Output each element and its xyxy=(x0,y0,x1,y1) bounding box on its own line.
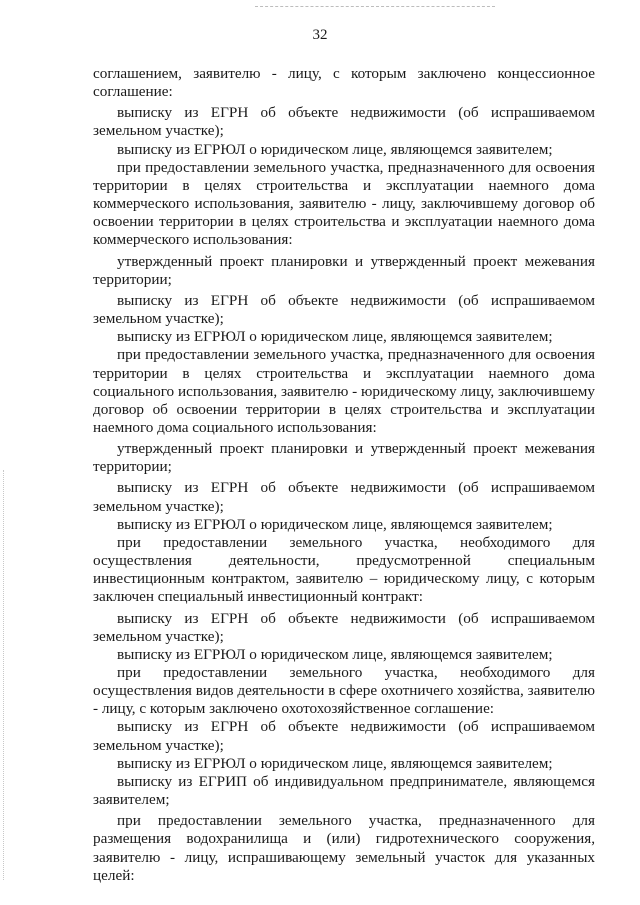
paragraph: выписку из ЕГРИП об индивидуальном предпринимателе, являющемся заявителем; xyxy=(93,772,595,809)
paragraph: при предоставлении земельного участка, необходимого для осуществления видов деятельности в сфере охотничего хозяйства, заявителю - лицу, с которым заключено охотохозяйственное соглашение: xyxy=(93,664,595,718)
document-body xyxy=(93,65,595,885)
paragraph: выписку из ЕГРН об объекте недвижимости (об испрашиваемом земельном участке); xyxy=(93,479,595,515)
paragraph: выписку из ЕГРЮЛ о юридическом лице, являющемся заявителем; xyxy=(117,328,553,346)
paragraph: утвержденный проект планировки и утвержденный проект межевания территории; xyxy=(93,252,595,288)
paragraph: выписку из ЕГРЮЛ о юридическом лице, являющемся заявителем; xyxy=(117,515,553,533)
paragraph: выписку из ЕГРН об объекте недвижимости (об испрашиваемом земельном участке); xyxy=(93,291,595,328)
paragraph: утвержденный проект планировки и утвержденный проект межевания территории; xyxy=(93,440,595,476)
paragraph: выписку из ЕГРЮЛ о юридическом лице, являющемся заявителем; xyxy=(117,754,553,772)
scan-artifact-top xyxy=(255,6,495,7)
paragraph: выписку из ЕГРЮЛ о юридическом лице, являющемся заявителем; xyxy=(117,645,553,663)
paragraph: выписку из ЕГРН об объекте недвижимости (об испрашиваемом земельном участке); xyxy=(93,718,595,754)
paragraph: выписку из ЕГРН об объекте недвижимости (об испрашиваемом земельном участке); xyxy=(93,609,595,645)
paragraph: при предоставлении земельного участка, предназначенного для размещения водохранилища и (или) гидротехнического сооружения, заявителю - лицу, испрашивающему земельный участок для указанных целей: xyxy=(93,812,595,884)
paragraph: соглашением, заявителю - лицу, с которым заключено концессионное соглашение: xyxy=(93,65,595,101)
paragraph: при предоставлении земельного участка, предназначенного для освоения территории в целях строительства и эксплуатации наемного дома социального использования, заявителю - юридическому лицу, заключившему договор об освоении территории в целях строительства и эксплуатации наемного дома социального использования: xyxy=(93,346,595,436)
paragraph: выписку из ЕГРН об объекте недвижимости (об испрашиваемом земельном участке); xyxy=(93,104,595,140)
page-number: 32 xyxy=(312,27,328,43)
paragraph: выписку из ЕГРЮЛ о юридическом лице, являющемся заявителем; xyxy=(117,140,553,158)
paragraph: при предоставлении земельного участка, необходимого для осуществления деятельности, предусмотренной специальным инвестиционным контрактом, заявителю – юридическому лицу, с которым заключен специальный инвестиционный контракт: xyxy=(93,533,595,606)
scan-artifact-left-edge xyxy=(3,470,4,880)
paragraph: при предоставлении земельного участка, предназначенного для освоения территории в целях строительства и эксплуатации наемного дома коммерческого использования, заявителю - лицу, заключившему договор об освоении территории в целях строительства и эксплуатации наемного дома коммерческого использования: xyxy=(93,158,595,249)
